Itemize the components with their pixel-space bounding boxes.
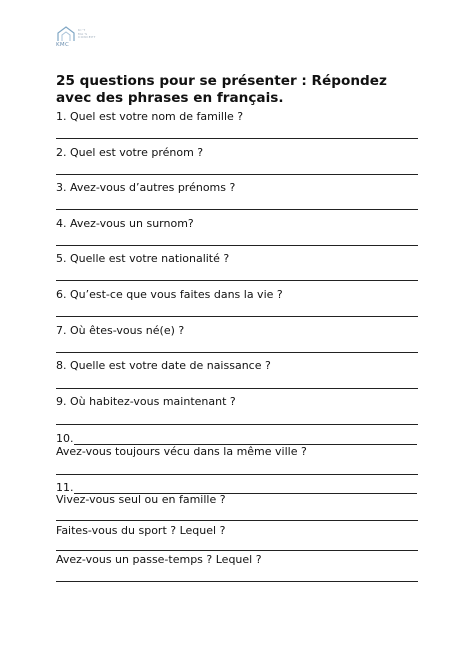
question-7: 7. Où êtes-vous né(e) ? bbox=[56, 324, 185, 337]
answer-line-4[interactable] bbox=[56, 245, 418, 246]
answer-line-9[interactable] bbox=[56, 424, 418, 425]
question-5: 5. Quelle est votre nationalité ? bbox=[56, 252, 230, 265]
question-2: 2. Quel est votre prénom ? bbox=[56, 146, 204, 159]
answer-line-8[interactable] bbox=[56, 388, 418, 389]
logo-tagline: KI’T MA’S CONCEPT bbox=[78, 28, 96, 40]
answer-line-3[interactable] bbox=[56, 209, 418, 210]
house-logo-icon bbox=[56, 26, 76, 42]
question-10: Avez-vous toujours vécu dans la même ville ? bbox=[56, 445, 307, 458]
question-6: 6. Qu’est-ce que vous faites dans la vie ? bbox=[56, 288, 283, 301]
question-10-number-line bbox=[56, 432, 417, 445]
answer-line-10[interactable] bbox=[56, 474, 418, 475]
question-11b: Faites-vous du sport ? Lequel ? bbox=[56, 524, 226, 537]
question-11a: Vivez-vous seul ou en famille ? bbox=[56, 493, 226, 506]
question-1: 1. Quel est votre nom de famille ? bbox=[56, 110, 244, 123]
logo-text: KMC bbox=[56, 42, 70, 48]
answer-line-6[interactable] bbox=[56, 316, 418, 317]
answer-line-10a[interactable] bbox=[74, 433, 417, 445]
logo bbox=[56, 26, 126, 52]
question-8: 8. Quelle est votre date de naissance ? bbox=[56, 359, 271, 372]
answer-line-5[interactable] bbox=[56, 280, 418, 281]
question-10-number: 10. bbox=[56, 432, 74, 445]
answer-line-11a-answer[interactable] bbox=[56, 520, 418, 521]
question-4: 4. Avez-vous un surnom? bbox=[56, 217, 194, 230]
page-title: 25 questions pour se présenter : Répondez avec des phrases en français. bbox=[56, 73, 387, 106]
question-11-number: 11. bbox=[56, 481, 74, 494]
answer-line-1[interactable] bbox=[56, 138, 418, 139]
question-9: 9. Où habitez-vous maintenant ? bbox=[56, 395, 236, 408]
question-3: 3. Avez-vous d’autres prénoms ? bbox=[56, 181, 236, 194]
question-11c: Avez-vous un passe-temps ? Lequel ? bbox=[56, 553, 262, 566]
answer-line-11c[interactable] bbox=[56, 581, 418, 582]
answer-line-7[interactable] bbox=[56, 352, 418, 353]
answer-line-11b[interactable] bbox=[56, 550, 418, 551]
answer-line-2[interactable] bbox=[56, 174, 418, 175]
